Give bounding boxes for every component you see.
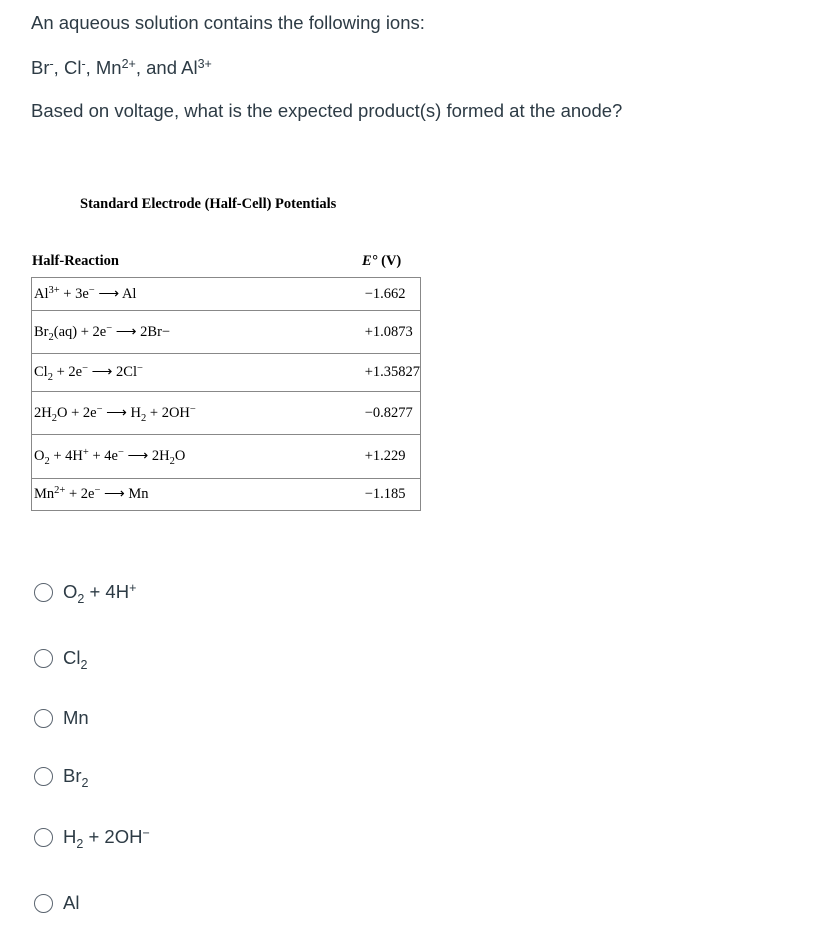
table-row	[32, 435, 421, 479]
ion-charge: 2+	[121, 57, 136, 71]
option-label: $Br_2$	[63, 765, 89, 790]
table-title: Standard Electrode (Half-Cell) Potentials	[80, 196, 337, 212]
ion-charge: -	[49, 57, 54, 71]
column-header-half-reaction: Half-Reaction	[32, 253, 119, 269]
half-reaction-cell: $Cl_2 + 2e^-$ ⟶ 2Cl−	[32, 354, 345, 392]
radio-button-icon[interactable]	[34, 828, 53, 847]
ion-aluminum: Al	[181, 57, 198, 78]
answer-option-o2-4h[interactable]	[34, 581, 137, 606]
ion-bromide: Br	[31, 57, 50, 78]
half-reaction-cell: $2H_2O + 2e^-$ ⟶ $H_2 + 2OH^-$	[32, 392, 345, 435]
table-row	[32, 311, 421, 354]
option-label: Mn	[63, 707, 89, 728]
radio-button-icon[interactable]	[34, 649, 53, 668]
radio-button-icon[interactable]	[34, 767, 53, 786]
ion-charge: 3+	[197, 57, 212, 71]
column-header-potential	[362, 253, 401, 270]
potential-cell: +1.35827	[345, 354, 421, 392]
radio-button-icon[interactable]	[34, 709, 53, 728]
unit: (V)	[377, 253, 402, 269]
radio-button-icon[interactable]	[34, 583, 53, 602]
option-label: $Cl_2$	[63, 647, 88, 672]
potential-cell: +1.229	[345, 435, 421, 479]
separator: ,	[85, 57, 96, 78]
option-label: $H_2 + 2OH^-$	[63, 826, 150, 851]
half-reaction-cell: $Br_2(aq) + 2e^-$ ⟶ 2Br−	[32, 311, 345, 354]
answer-option-mn[interactable]	[34, 707, 89, 729]
option-label: $O_2 + 4H^+$	[63, 581, 137, 606]
half-reaction-cell: $Al^{3+} + 3e^-$ ⟶ Al	[32, 278, 345, 311]
separator: , and	[135, 57, 182, 78]
potential-cell: −1.662	[345, 278, 421, 311]
answer-option-h2-2oh[interactable]	[34, 826, 150, 851]
table-row	[32, 479, 421, 511]
option-label: Al	[63, 892, 80, 913]
table-row	[32, 392, 421, 435]
table-row	[32, 354, 421, 392]
half-reaction-cell: $Mn^{2+} + 2e^-$ ⟶ Mn	[32, 479, 345, 511]
answer-option-cl2[interactable]	[34, 647, 88, 672]
ion-chloride: Cl	[63, 57, 82, 78]
potential-cell: +1.0873	[345, 311, 421, 354]
e-symbol: E°	[362, 253, 378, 269]
table-row	[32, 278, 421, 311]
ion-charge: -	[81, 57, 86, 71]
ion-manganese: Mn	[95, 57, 122, 78]
question-prompt: Based on voltage, what is the expected product(s) formed at the anode?	[31, 100, 623, 121]
question-intro: An aqueous solution contains the following ions:	[31, 12, 425, 33]
potential-cell: −1.185	[345, 479, 421, 511]
half-reaction-cell: $O_2 + 4H^+ + 4e^-$ ⟶ $2H_2O$	[32, 435, 345, 479]
radio-button-icon[interactable]	[34, 894, 53, 913]
ion-list	[31, 57, 212, 79]
answer-option-br2[interactable]	[34, 765, 89, 790]
potentials-table	[31, 277, 421, 511]
potential-cell: −0.8277	[345, 392, 421, 435]
separator: ,	[53, 57, 64, 78]
answer-option-al[interactable]	[34, 892, 79, 914]
